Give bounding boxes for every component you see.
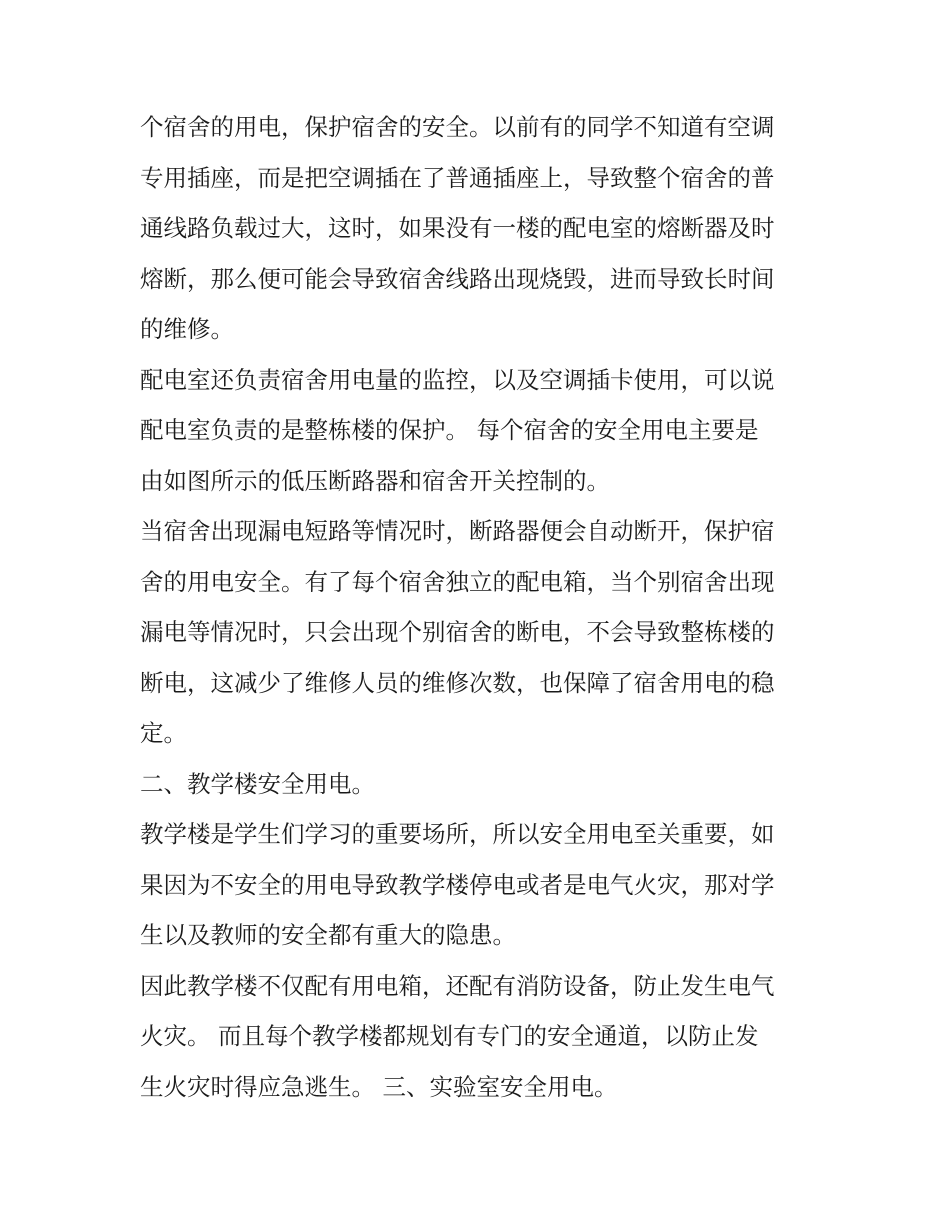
text-line: 配电室负责的是整栋楼的保护。 每个宿舍的安全用电主要是 (140, 416, 759, 444)
text-line: 火灾。 而且每个教学楼都规划有专门的安全通道，以防止发 (140, 1022, 759, 1050)
text-line: 由如图所示的低压断路器和宿舍开关控制的。 (140, 466, 610, 495)
text-line: 果因为不安全的用电导致教学楼停电或者是电气火灾，那对学 (140, 870, 775, 899)
document-body (140, 102, 815, 1112)
text-line: 个宿舍的用电，保护宿舍的安全。以前有的同学不知道有空调 (140, 113, 775, 141)
text-line: 生火灾时得应急逃生。 三、实验室安全用电。 (140, 1072, 618, 1101)
section-heading: 二、教学楼安全用电。 (140, 769, 375, 798)
text-line: 舍的用电安全。有了每个宿舍独立的配电箱，当个别宿舍出现 (140, 567, 775, 596)
text-line: 教学楼是学生们学习的重要场所，所以安全用电至关重要，如 (140, 820, 775, 848)
text-line: 因此教学楼不仅配有用电箱，还配有消防设备，防止发生电气 (140, 971, 775, 1000)
text-line: 熔断，那么便可能会导致宿舍线路出现烧毁，进而导致长时间 (140, 264, 775, 293)
text-line: 定。 (140, 719, 187, 747)
text-line: 专用插座，而是把空调插在了普通插座上，导致整个宿舍的普 (140, 163, 775, 192)
text-line: 漏电等情况时，只会出现个别宿舍的断电，不会导致整栋楼的 (140, 618, 775, 646)
text-line: 通线路负载过大，这时，如果没有一楼的配电室的熔断器及时 (140, 214, 775, 242)
text-line: 生以及教师的安全都有重大的隐患。 (140, 921, 516, 949)
text-line: 的维修。 (140, 315, 234, 343)
text-line: 断电，这减少了维修人员的维修次数，也保障了宿舍用电的稳 (140, 668, 775, 697)
text-line: 配电室还负责宿舍用电量的监控，以及空调插卡使用，可以说 (140, 365, 775, 394)
text-line: 当宿舍出现漏电短路等情况时，断路器便会自动断开，保护宿 (140, 517, 775, 545)
